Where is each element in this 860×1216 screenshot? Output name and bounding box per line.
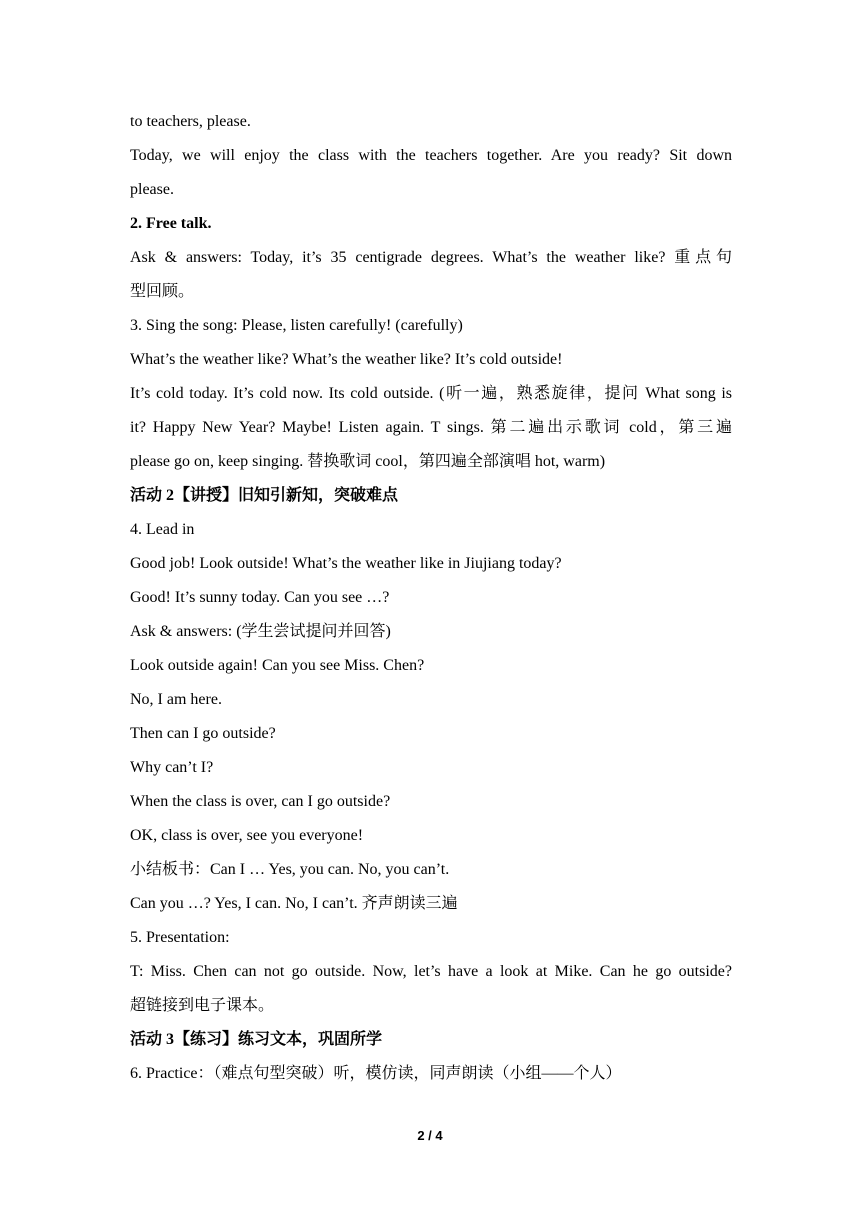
text-line: 4. Lead in (130, 521, 195, 538)
text-line: When the class is over, can I go outside? (130, 793, 391, 810)
text-line: 型回顾。 (130, 283, 195, 300)
text-line: to teachers, please. (130, 113, 251, 130)
text-line: 超链接到电子课本。 (130, 997, 275, 1014)
text-line: Today, we will enjoy the class with the teachers together. Are you ready? Sit down (130, 147, 732, 164)
text-line: OK, class is over, see you everyone! (130, 827, 364, 844)
text-line: please go on, keep singing. 替换歌词 cool，第四遍全部演唱 hot, warm) (130, 453, 606, 470)
text-line: Then can I go outside? (130, 725, 276, 742)
text-line: Ask & answers: (学生尝试提问并回答) (130, 623, 391, 640)
text-line: 3. Sing the song: Please, listen carefully! (carefully) (130, 317, 463, 334)
page-number: 2 / 4 (417, 1128, 443, 1143)
text-line: What’s the weather like? What’s the weather like? It’s cold outside! (130, 351, 563, 368)
text-line: 5. Presentation: (130, 929, 230, 946)
text-line: 小结板书：Can I … Yes, you can. No, you can’t. (130, 861, 450, 878)
text-line: Why can’t I? (130, 759, 214, 776)
text-line: Look outside again! Can you see Miss. Chen? (130, 657, 425, 674)
text-line: Good job! Look outside! What’s the weather like in Jiujiang today? (130, 555, 562, 572)
document-body (130, 105, 732, 1091)
text-line: it? Happy New Year? Maybe! Listen again. T sings. 第二遍出示歌词 cold，第三遍 (130, 419, 732, 436)
text-line: Ask & answers: Today, it’s 35 centigrade degrees. What’s the weather like? 重点句 (130, 249, 732, 266)
text-line: T: Miss. Chen can not go outside. Now, let’s have a look at Mike. Can he go outside? (130, 963, 732, 980)
text-line: No, I am here. (130, 691, 222, 708)
text-line: please. (130, 181, 174, 198)
text-line: It’s cold today. It’s cold now. Its cold outside. (听一遍，熟悉旋律，提问 What song is (130, 385, 732, 402)
section-heading: 活动 2【讲授】旧知引新知，突破难点 (130, 487, 399, 504)
section-heading: 活动 3【练习】练习文本，巩固所学 (130, 1031, 383, 1048)
section-heading: 2. Free talk. (130, 215, 212, 232)
text-line: Good! It’s sunny today. Can you see …? (130, 589, 390, 606)
text-line: Can you …? Yes, I can. No, I can’t. 齐声朗读三遍 (130, 895, 458, 912)
text-line: 6. Practice：（难点句型突破）听，模仿读，同声朗读（小组——个人） (130, 1065, 622, 1082)
